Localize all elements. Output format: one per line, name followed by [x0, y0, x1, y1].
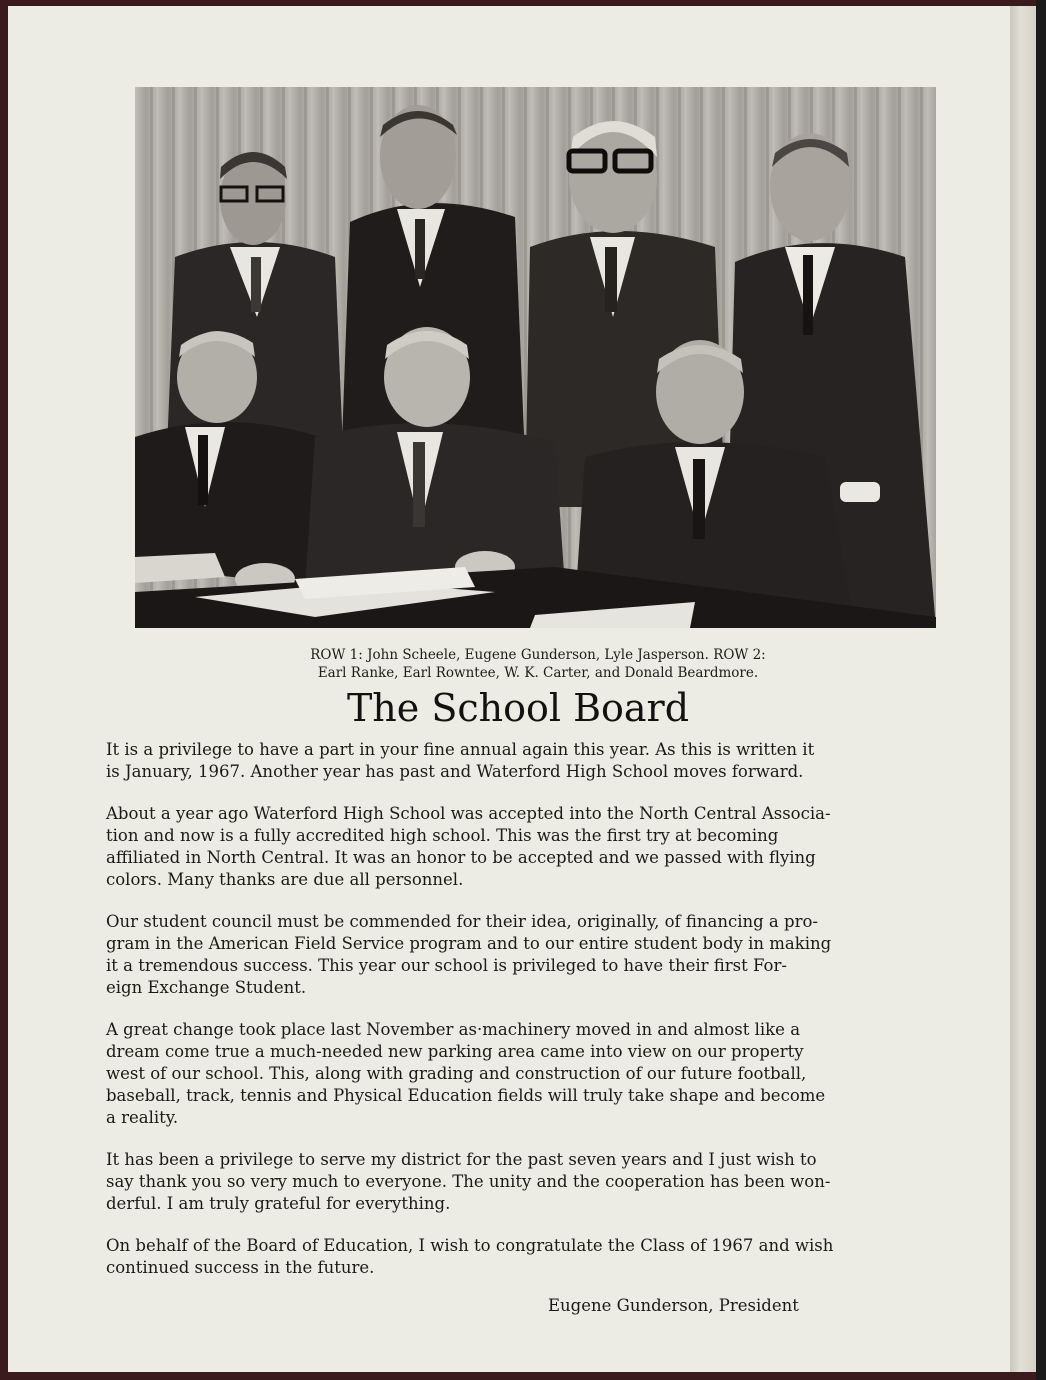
school-board-photo [135, 87, 936, 628]
yearbook-page [8, 6, 1010, 1372]
page-title: The School Board [346, 686, 690, 730]
caption-line-2: Earl Ranke, Earl Rowntee, W. K. Carter, and Donald Beardmore. [317, 665, 759, 681]
paragraph-5: It has been a privilege to serve my district for the past seven years and I just wish to say thank you so very much to everyone. The unity and the cooperation has been won- derful. I am truly grateful for everything. [106, 1150, 831, 1213]
caption-line-1: ROW 1: John Scheele, Eugene Gunderson, Lyle Jasperson. ROW 2: [310, 647, 766, 663]
signature: Eugene Gunderson, President [548, 1296, 799, 1315]
book-binding [1036, 0, 1046, 1380]
paragraph-1: It is a privilege to have a part in your fine annual again this year. As this is written it is January, 1967. Another year has past and Waterford High School moves forward. [106, 740, 815, 781]
paragraph-2: About a year ago Waterford High School was accepted into the North Central Associa- tion and now is a fully accredited high school. This was the first try at becoming affiliated in North Central. It was an honor to be accepted and we passed with flying colors. Many thanks are due all personnel. [106, 804, 831, 889]
photo-caption [208, 646, 868, 682]
page-gutter [1010, 6, 1036, 1372]
paragraph-3: Our student council must be commended for their idea, originally, of financing a pro- gram in the American Field Service program and to our entire student body in making it a tremendous success. This year our school is privileged to have their first For- eign Exchange Student. [106, 912, 832, 997]
paragraph-4: A great change took place last November as·machinery moved in and almost like a dream come true a much-needed new parking area came into view on our property west of our school. This, along with grading and construction of our future football, baseball, track, tennis and Physical Education fields will truly take shape and become a reality. [106, 1020, 826, 1127]
paragraph-6: On behalf of the Board of Education, I wish to congratulate the Class of 1967 and wish continued success in the future. [106, 1236, 834, 1277]
president-letter [106, 739, 946, 1299]
